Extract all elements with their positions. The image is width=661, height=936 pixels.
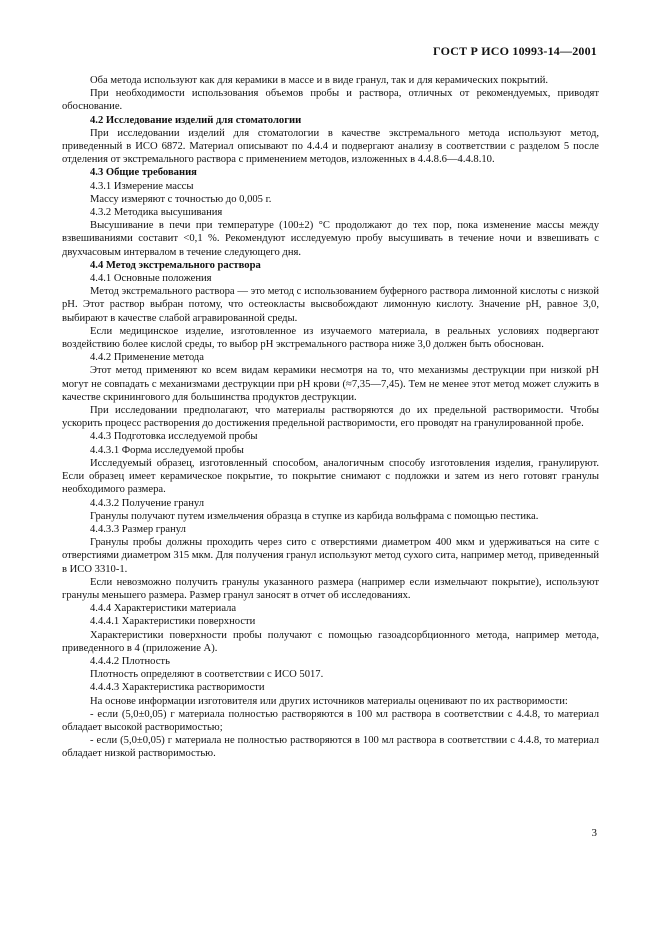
paragraph: Оба метода используют как для керамики в массе и в виде гранул, так и для керамических покрытий. [90, 75, 549, 86]
page-number: 3 [591, 827, 597, 839]
subsection-heading: 4.4.4 Характеристики материала [90, 603, 237, 615]
subsection-heading: 4.4.4.3 Характеристика растворимости [90, 682, 265, 694]
paragraph: При необходимости использования объемов пробы и раствора, отличных от рекомендуемых, приводят обоснование. [62, 88, 599, 113]
paragraph: Плотность определяют в соответствии с ИСО 5017. [90, 669, 324, 681]
paragraph: При исследовании изделий для стоматологии в качестве экстремального метода используют метод, приведенный в ИСО 6872. Материал описывают по 4.4.4 и подвергают анализу в соответствии с разделом 5 после отделения от экстремального раствора с применением методов, изложенных в 4.4.8.6—4.4.8.10. [62, 127, 599, 166]
list-item: - если (5,0±0,05) г материала полностью растворяются в 100 мл раствора в соответствии с 4.4.8, то материал обладает высокой растворимостью; [62, 708, 599, 733]
paragraph: Метод экстремального раствора — это метод с использованием буферного раствора лимонной кислоты с низкой рН. Этот раствор выбран потому, что остеокласты высвобождают лимонную кислоту. Значение рН, равное 3,0, выбирают в качестве слабой агравированной среды. [62, 286, 599, 324]
subsection-heading: 4.4.2 Применение метода [90, 352, 204, 364]
document-header: ГОСТ Р ИСО 10993-14—2001 [433, 44, 597, 58]
paragraph: Если невозможно получить гранулы указанного размера (например если измельчают покрытие), используют гранулы меньшего размера. Размер гранул заносят в отчет об исследованиях. [62, 576, 599, 601]
subsection-heading: 4.4.4.2 Плотность [90, 655, 170, 667]
subsection-heading: 4.3.1 Измерение массы [90, 180, 194, 192]
paragraph: Если медицинское изделие, изготовленное из изучаемого материала, в реальных условиях подвергают воздействию более кислой среды, то выбор рН экстремального раствора ниже 3,0 должен быть обоснован. [62, 325, 599, 351]
section-heading: 4.4 Метод экстремального раствора [90, 259, 261, 271]
paragraph: Высушивание в печи при температуре (100±2) °С продолжают до тех пор, пока изменение массы между взвешиваниями составит <0,1 %. Рекомендуют исследуемую пробу высушивать в течение ночи и взвешивать с двухчасовым интервалом в течение следующего дня. [62, 220, 599, 258]
paragraph: Гранулы получают путем измельчения образца в ступке из карбида вольфрама с помощью пестика. [90, 510, 539, 522]
paragraph: Массу измеряют с точностью до 0,005 г. [90, 193, 272, 205]
list-item: - если (5,0±0,05) г материала не полностью растворяются в 100 мл раствора в соответствии с 4.4.8, то материал обладает низкой растворимостью. [62, 735, 599, 760]
paragraph: Исследуемый образец, изготовленный способом, аналогичным способу изготовления изделия, гранулируют. Если образец имеет керамическое покрытие, то покрытие снимают с подложки и затем из него готовят гранулы необходимого размера. [62, 457, 599, 496]
subsection-heading: 4.4.3.1 Форма исследуемой пробы [90, 444, 244, 456]
subsection-heading: 4.4.1 Основные положения [90, 273, 212, 285]
subsection-heading: 4.4.3.2 Получение гранул [90, 497, 205, 509]
subsection-heading: 4.4.4.1 Характеристики поверхности [90, 616, 256, 628]
paragraph: Гранулы пробы должны проходить через сито с отверстиями диаметром 400 мкм и удерживаться на сите с отверстиями диаметром 315 мкм. Для получения гранул используют метод сухого сита, например метод, приведенный в ИСО 3310-1. [62, 537, 599, 575]
paragraph: Этот метод применяют ко всем видам керамики несмотря на то, что механизмы деструкции при низкой рН могут не совпадать с механизмами деструкции при рН крови (≈7,35—7,45). Тем не менее этот метод может служить в качестве скринингового для большинства продуктов деструкции. [62, 365, 599, 403]
section-heading: 4.3 Общие требования [90, 167, 197, 179]
paragraph: Характеристики поверхности пробы получают с помощью газоадсорбционного метода, например метода, приведенного в 4 (приложение А). [62, 629, 599, 654]
paragraph: На основе информации изготовителя или других источников материалы оценивают по их растворимости: [90, 695, 568, 707]
subsection-heading: 4.4.3.3 Размер гранул [90, 523, 186, 535]
subsection-heading: 4.4.3 Подготовка исследуемой пробы [90, 431, 258, 443]
subsection-heading: 4.3.2 Методика высушивания [90, 207, 223, 219]
document-body [62, 74, 599, 761]
paragraph: При исследовании предполагают, что материалы растворяются до их предельной растворимости. Чтобы ускорить процесс растворения до достижения предельной растворимости, его проводят на гранулированной пробе. [62, 405, 599, 430]
section-heading: 4.2 Исследование изделий для стоматологии [90, 114, 302, 126]
